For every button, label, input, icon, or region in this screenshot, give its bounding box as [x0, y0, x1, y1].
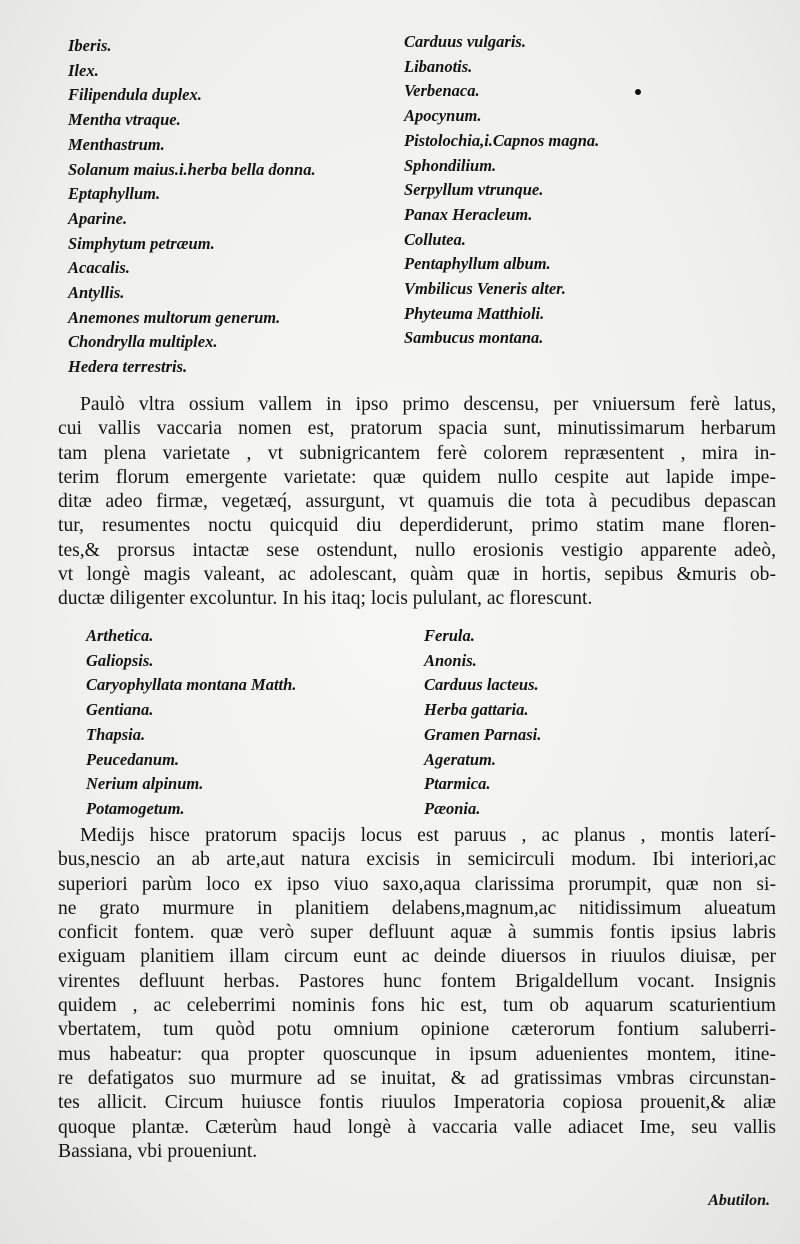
plant-name: Nerium alpinum. [86, 774, 204, 794]
plant-name: Pentaphyllum album. [404, 254, 551, 274]
plant-name: Vmbilicus Veneris alter. [404, 279, 566, 299]
paragraph-2 [58, 824, 776, 1164]
ink-speck [635, 89, 641, 95]
text-line: tur, resumentes noctu quicquid diu deperdiderunt, primo statim mane floren- [58, 515, 776, 537]
plant-name: Galiopsis. [86, 650, 154, 670]
plant-name: Hedera terrestris. [68, 357, 188, 377]
plant-name: Iberis. [68, 36, 112, 55]
plant-name: Solanum maius.i.herba bella donna. [68, 159, 316, 179]
plant-name: Peucedanum. [86, 749, 180, 769]
plant-name: Thapsia. [86, 724, 146, 744]
plant-name: Gramen Parnasi. [424, 724, 542, 744]
text-line: ditæ adeo firmæ, vegetæq́, assurgunt, vt quamuis die tota à pecudibus depascan [58, 491, 776, 513]
plant-list-1-right [404, 30, 599, 351]
plant-name: Ilex. [68, 60, 99, 80]
plant-name: Sphondilium. [404, 155, 497, 175]
plant-name: Herba gattaria. [424, 700, 529, 720]
plant-name: Potamogetum. [86, 798, 185, 818]
text-line: Medijs hisce pratorum spacijs locus est paruus , ac planus , montis laterí- [80, 825, 776, 846]
text-line: terim florum emergente varietate: quæ quidem nullo cespite aut lapide impe- [58, 466, 776, 488]
plant-name: Anemones multorum generum. [68, 307, 281, 327]
plant-name: Acacalis. [68, 258, 130, 278]
catchword: Abutilon. [708, 1192, 770, 1209]
plant-name: Ptarmica. [424, 774, 491, 794]
plant-name: Eptaphyllum. [68, 184, 161, 204]
text-line: mus habeatur: qua propter quoscunque in ipsum aduenientes montem, itine- [58, 1043, 776, 1065]
plant-name: Gentiana. [86, 700, 154, 720]
text-line: re defatigatos suo murmure ad se inuitat, & ad gratissimas vmbras circunstan- [58, 1067, 776, 1089]
plant-name: Verbenaca. [404, 81, 480, 101]
plant-name: Arthetica. [86, 626, 154, 645]
plant-name: Panax Heracleum. [404, 204, 533, 224]
text-line: exiguam planitiem illam circum eunt ac deinde diuersos in riuulos diuisæ, per [58, 946, 776, 968]
plant-list-2-right [424, 624, 541, 822]
plant-name: Carduus lacteus. [424, 675, 539, 695]
text-line: tes allicit. Circum huiusce fontis riuulos Imperatoria copiosa prouenit,& aliæ [58, 1092, 776, 1114]
plant-name: Filipendula duplex. [68, 85, 202, 105]
plant-name: Ferula. [424, 626, 475, 645]
text-line: vt longè magis valeant, ac adolescant, quàm quæ in hortis, sepibus &muris ob- [58, 564, 776, 586]
text-line: ne grato murmure in planitiem delabens,magnum,ac nitidissimum alueatum [58, 897, 776, 919]
text-line: vbertatem, tum quòd potu omnium opinione cæterorum fontium saluberri- [58, 1019, 776, 1041]
plant-name: Phyteuma Matthioli. [404, 303, 545, 323]
text-line: ductæ diligenter excoluntur. In his itaq; locis pululant, ac florescunt. [58, 588, 593, 610]
text-line: conficit fontem. quæ verò super defluunt aquæ à summis fontis ipsius labris [58, 922, 776, 944]
text-line: quidem , ac celeberrimi nominis fons hic est, tum ob aquarum scaturientium [58, 995, 776, 1017]
plant-name: Libanotis. [404, 56, 473, 76]
text-line: cui vallis vaccaria nomen est, pratorum spacia sunt, minutissimarum herbarum [58, 418, 776, 440]
plant-name: Chondrylla multiplex. [68, 332, 218, 352]
plant-list-2-left [86, 624, 296, 822]
plant-name: Sambucus montana. [404, 328, 544, 348]
plant-name: Simphytum petræum. [68, 233, 215, 253]
plant-name: Serpyllum vtrunque. [404, 180, 544, 200]
text-line: tes,& prorsus intactæ sese ostendunt, nullo erosionis vestigio apparente adeò, [58, 539, 776, 561]
text-line: virentes defluunt herbas. Pastores hunc fontem Brigaldellum vocant. Insignis [58, 970, 776, 992]
plant-name: Carduus vulgaris. [404, 32, 526, 51]
plant-name: Apocynum. [404, 106, 482, 126]
plant-name: Collutea. [404, 229, 466, 249]
text-line: superiori parùm loco ex ipso viuo saxo,aqua clarissima prorumpit, quæ non si- [58, 873, 776, 895]
plant-name: Pistolochia,i.Capnos magna. [404, 130, 600, 150]
plant-name: Menthastrum. [68, 134, 165, 154]
text-line: bus,nescio an ab arte,aut natura excisis in semicirculi modum. Ibi interiori,ac [58, 849, 776, 871]
plant-list-1-left [68, 34, 316, 380]
plant-name: Caryophyllata montana Matth. [86, 675, 297, 695]
text-line: Paulò vltra ossium vallem in ipso primo descensu, per vniuersum ferè latus, [80, 394, 776, 415]
text-line: Bassiana, vbi proueniunt. [58, 1140, 258, 1162]
plant-name: Mentha vtraque. [68, 110, 181, 130]
paragraph-1 [58, 393, 776, 612]
plant-name: Ageratum. [424, 749, 496, 769]
plant-name: Pæonia. [424, 798, 481, 818]
plant-name: Anonis. [424, 650, 477, 670]
plant-name: Antyllis. [68, 283, 125, 303]
text-line: quoque plantæ. Cæterùm haud longè à vaccaria valle adiacet Ime, seu vallis [58, 1116, 776, 1138]
text-line: tam plena varietate , vt subnigricantem ferè colorem repræsentent , mira in- [58, 442, 776, 464]
plant-name: Aparine. [68, 208, 128, 228]
